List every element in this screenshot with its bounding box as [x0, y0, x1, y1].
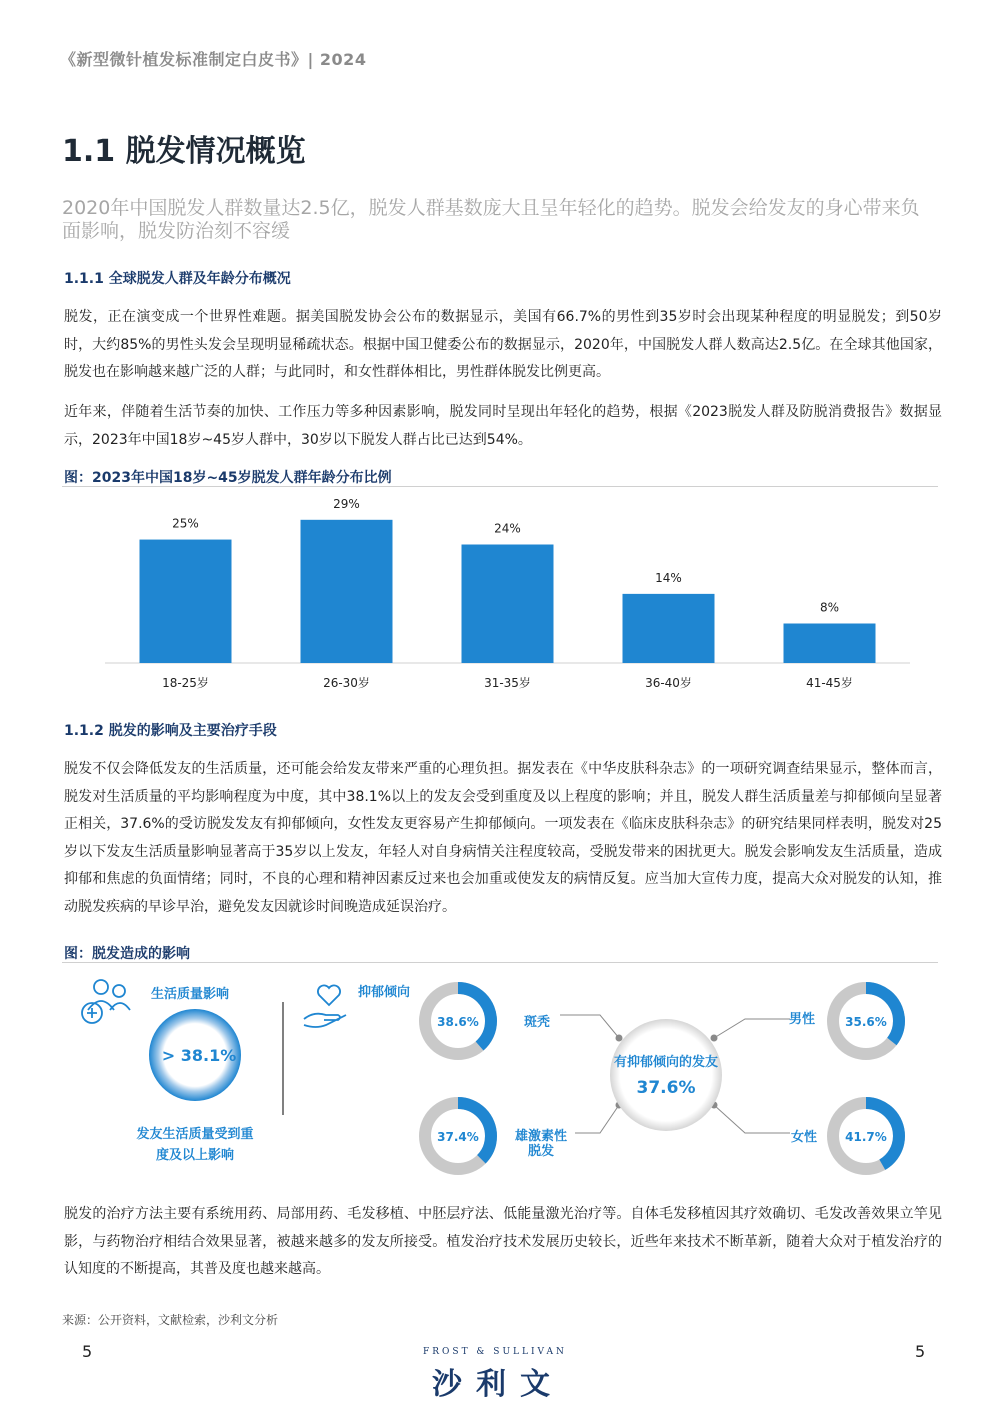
category-tick-label: 26-30岁 [323, 676, 370, 690]
quality-caption-line1: 发友生活质量受到重 [136, 1127, 254, 1142]
bar-31-35岁 [462, 545, 554, 664]
bar-36-40岁 [623, 594, 715, 663]
bar-18-25岁 [140, 540, 232, 663]
bar-value-label: 25% [172, 516, 199, 531]
category-tick-label: 18-25岁 [162, 676, 209, 690]
people-heart-icon [82, 980, 130, 1023]
page-number-right: 5 [915, 1342, 926, 1361]
bar-41-45岁 [784, 624, 876, 664]
bar-value-label: 29% [333, 496, 360, 511]
source-note: 来源：公开资料，文献检索，沙利文分析 [62, 1313, 279, 1327]
age-distribution-chart [0, 490, 997, 705]
chart-title: 图：2023年中国18岁~45岁脱发人群年龄分布比例 [64, 470, 392, 486]
section-lead: 2020年中国脱发人群数量达2.5亿，脱发人群基数庞大且呈年轻化的趋势。脱发会给发友的身心带来负面影响，脱发防治刻不容缓 [62, 197, 920, 242]
depression-label: 抑郁倾向 [358, 985, 411, 1000]
bar-value-label: 8% [819, 600, 840, 615]
donut-value: 41.7% [845, 1130, 887, 1144]
male-label: 男性 [788, 1012, 816, 1027]
brand-logo: 沙利文 [432, 1367, 564, 1402]
impact-figure-rule [62, 962, 938, 963]
bar-26-30岁 [301, 520, 393, 663]
chart-title-rule [62, 486, 938, 487]
bar-value-label: 24% [494, 521, 521, 536]
category-tick-label: 41-45岁 [806, 676, 853, 690]
heart-hand-icon [304, 985, 346, 1027]
brand-name-latin: FROST & SULLIVAN [423, 1347, 567, 1357]
category-tick-label: 31-35岁 [484, 676, 531, 690]
donut-雄激素性脱发 [425, 1103, 491, 1169]
center-value: 37.6% [636, 1078, 696, 1098]
quality-impact-label: 生活质量影响 [151, 987, 230, 1002]
female-label: 女性 [790, 1130, 818, 1145]
alopecia-areata-label: 斑秃 [523, 1015, 551, 1030]
donut-男性 [833, 988, 899, 1054]
quality-caption-line2: 度及以上影响 [155, 1148, 235, 1163]
quality-impact-value: > 38.1% [161, 1046, 237, 1065]
donut-斑秃 [425, 988, 491, 1054]
donut-value: 35.6% [845, 1015, 887, 1029]
donut-value: 38.6% [437, 1015, 479, 1029]
subsection-title-2: 1.1.2 脱发的影响及主要治疗手段 [64, 723, 277, 739]
subsection-title-1: 1.1.1 全球脱发人群及年龄分布概况 [64, 271, 291, 287]
impact-infographic [0, 965, 997, 1195]
androgenetic-label-line1: 雄激素性 [514, 1129, 568, 1144]
center-label: 有抑郁倾向的发友 [613, 1055, 719, 1070]
paragraph-treatment: 脱发的治疗方法主要有系统用药、局部用药、毛发移植、中胚层疗法、低能量激光治疗等。自体毛发移植因其疗效确切、毛发改善效果立竿见影，与药物治疗相结合效果显著，被越来越多的发友所接受。植发治疗技术发展历史较长，近些年来技术不断革新，随着大众对于植发治疗的认知度的不断提高，其普及度也越来越高。 [64, 1206, 942, 1277]
donut-value: 37.4% [437, 1130, 479, 1144]
section-title: 1.1 脱发情况概览 [62, 134, 306, 169]
paragraph-global-hairloss: 脱发，正在演变成一个世界性难题。据美国脱发协会公布的数据显示，美国有66.7%的男性到35岁时会出现某种程度的明显脱发；到50岁时，大约85%的男性头发会呈现明显稀疏状态。根据中国卫健委公布的数据显示，2020年，中国脱发人群人数高达2.5亿。在全球其他国家，脱发也在影响越来越广泛的人群；与此同时，和女性群体相比，男性群体脱发比例更高。 [64, 309, 942, 380]
page-number-left: 5 [82, 1342, 93, 1361]
impact-figure-title: 图：脱发造成的影响 [64, 946, 190, 962]
category-tick-label: 36-40岁 [645, 676, 692, 690]
donut-女性 [833, 1103, 899, 1169]
bar-value-label: 14% [655, 570, 682, 585]
header-title: 《新型微针植发标准制定白皮书》| 2024 [60, 50, 367, 69]
androgenetic-label-line2: 脱发 [527, 1144, 555, 1159]
center-circle [610, 1019, 722, 1131]
paragraph-younger-trend: 近年来，伴随着生活节奏的加快、工作压力等多种因素影响，脱发同时呈现出年轻化的趋势，根据《2023脱发人群及防脱消费报告》数据显示，2023年中国18岁~45岁人群中，30岁以下脱发人群占比已达到54%。 [64, 404, 942, 448]
paragraph-impact: 脱发不仅会降低发友的生活质量，还可能会给发友带来严重的心理负担。据发表在《中华皮肤科杂志》的一项研究调查结果显示，整体而言，脱发对生活质量的平均影响程度为中度，其中38.1%以上的发友会受到重度及以上程度的影响；并且，脱发人群生活质量差与抑郁倾向呈显著正相关，37.6%的受访脱发发友有抑郁倾向，女性发友更容易产生抑郁倾向。一项发表在《临床皮肤科杂志》的研究结果同样表明，脱发对25岁以下发友生活质量影响显著高于35岁以上发友，年轻人对自身病情关注程度较高，受脱发带来的困扰更大。脱发会影响发友生活质量，造成抑郁和焦虑的负面情绪；同时，不良的心理和精神因素反过来也会加重或使发友的病情反复。应当加大宣传力度，提高大众对脱发的认知，推动脱发疾病的早诊早治，避免发友因就诊时间晚造成延误治疗。 [64, 761, 942, 915]
